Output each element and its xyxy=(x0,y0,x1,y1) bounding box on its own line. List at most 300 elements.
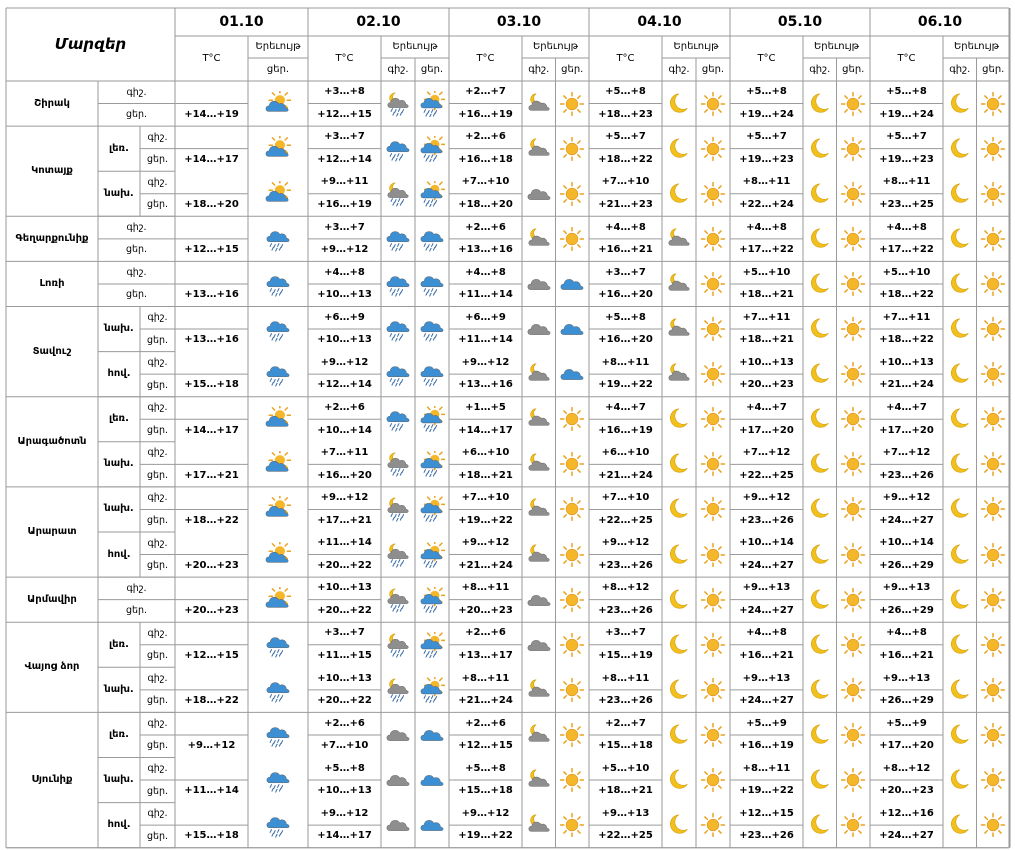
moon-icon xyxy=(947,542,973,568)
temp-range: +11…+14 xyxy=(458,334,513,346)
temp-range: +4…+8 xyxy=(886,221,927,233)
day-label: ցեր. xyxy=(146,785,169,797)
sun-icon xyxy=(700,136,726,162)
blue-cloud-icon xyxy=(559,316,585,342)
sun-icon xyxy=(700,677,726,703)
moon-icon xyxy=(947,767,973,793)
temp-range: +5…+10 xyxy=(882,266,931,278)
temp-range: +13…+16 xyxy=(184,289,239,301)
cloud-rain-icon xyxy=(385,136,411,162)
night-cloud-rain-icon xyxy=(385,496,411,522)
temp-range: +10…+13 xyxy=(317,785,372,797)
moon-icon xyxy=(947,496,973,522)
sun-icon xyxy=(980,271,1006,297)
temp-range: +18…+21 xyxy=(739,289,794,301)
temp-range xyxy=(175,622,248,645)
sun-cloud-rain-icon xyxy=(419,496,445,522)
temp-range: +2…+6 xyxy=(465,221,506,233)
temp-header: T°C xyxy=(335,52,354,64)
temp-range: +9…+13 xyxy=(882,582,931,594)
temp-range: +5…+8 xyxy=(886,86,927,98)
sun-icon xyxy=(980,361,1006,387)
cloud-icon xyxy=(526,587,552,613)
temp-range: +16…+20 xyxy=(598,334,653,346)
cloud-rain-icon xyxy=(419,316,445,342)
temp-range: +17…+21 xyxy=(317,514,372,526)
temp-range: +7…+10 xyxy=(461,492,510,504)
temp-range: +7…+12 xyxy=(882,447,931,459)
sun-icon xyxy=(700,181,726,207)
temp-range: +4…+7 xyxy=(746,401,787,413)
zone-label: նախ. xyxy=(104,683,134,695)
temp-range: +22…+24 xyxy=(739,199,794,211)
phenomena-header: Երեւույթ xyxy=(532,41,579,52)
moon-icon xyxy=(947,451,973,477)
temp-range: +21…+24 xyxy=(458,559,513,571)
blue-cloud-icon xyxy=(419,767,445,793)
temp-range xyxy=(175,397,248,420)
zone-label: լեռ. xyxy=(109,413,129,425)
temp-range: +5…+8 xyxy=(324,762,365,774)
temp-range: +7…+10 xyxy=(320,740,369,752)
temp-range: +17…+22 xyxy=(879,244,934,256)
sun-cloud-icon xyxy=(265,496,291,522)
moon-icon xyxy=(947,91,973,117)
temp-range: +7…+10 xyxy=(461,176,510,188)
temp-header: T°C xyxy=(202,52,221,64)
cloud-rain-icon xyxy=(265,226,291,252)
day-label: ցեր. xyxy=(125,605,148,617)
temp-range xyxy=(175,261,248,284)
temp-range: +19…+22 xyxy=(739,785,794,797)
temp-range: +7…+11 xyxy=(882,311,931,323)
sun-icon xyxy=(700,361,726,387)
cloud-rain-icon xyxy=(385,226,411,252)
temp-range xyxy=(175,81,248,104)
sun-cloud-rain-icon xyxy=(419,632,445,658)
night-label: գիշ. xyxy=(147,176,168,188)
temp-range: +24…+27 xyxy=(739,695,794,707)
sun-icon xyxy=(980,316,1006,342)
night-cloud-icon xyxy=(526,361,552,387)
temp-range: +19…+24 xyxy=(879,108,934,120)
sun-icon xyxy=(700,406,726,432)
sun-icon xyxy=(840,361,866,387)
moon-icon xyxy=(807,496,833,522)
region-name: Շիրակ xyxy=(34,97,70,109)
cloud-icon xyxy=(526,181,552,207)
night-label: գիշ. xyxy=(147,627,168,639)
night-cloud-rain-icon xyxy=(385,587,411,613)
zone-label: հով. xyxy=(107,368,131,380)
night-label: գիշ. xyxy=(147,537,168,549)
moon-icon xyxy=(666,767,692,793)
sun-icon xyxy=(840,91,866,117)
night-cloud-icon xyxy=(526,677,552,703)
region-name: Կոտայք xyxy=(31,165,73,177)
sun-icon xyxy=(700,812,726,838)
region-name: Արմավիր xyxy=(27,593,77,605)
temp-range: +19…+23 xyxy=(879,153,934,165)
moon-icon xyxy=(807,722,833,748)
temp-range: +17…+20 xyxy=(879,740,934,752)
temp-range: +7…+11 xyxy=(742,311,791,323)
cloud-rain-icon xyxy=(265,677,291,703)
temp-header: T°C xyxy=(757,52,776,64)
night-label: գիշ. xyxy=(147,672,168,684)
temp-range: +4…+8 xyxy=(465,266,506,278)
temp-range: +10…+13 xyxy=(739,356,794,368)
cloud-icon xyxy=(385,722,411,748)
night-cloud-icon xyxy=(526,451,552,477)
date-header: 03.10 xyxy=(496,14,542,30)
moon-icon xyxy=(807,451,833,477)
sun-icon xyxy=(840,677,866,703)
temp-range: +19…+24 xyxy=(739,108,794,120)
temp-range: +11…+14 xyxy=(317,537,372,549)
temp-range: +15…+18 xyxy=(598,740,653,752)
sun-icon xyxy=(559,136,585,162)
moon-icon xyxy=(947,271,973,297)
temp-range: +16…+19 xyxy=(317,199,372,211)
moon-icon xyxy=(666,542,692,568)
sun-cloud-rain-icon xyxy=(419,91,445,117)
sun-cloud-icon xyxy=(265,451,291,477)
moon-icon xyxy=(666,451,692,477)
blue-cloud-icon xyxy=(419,722,445,748)
temp-range: +20…+22 xyxy=(317,559,372,571)
temp-range: +5…+9 xyxy=(886,717,927,729)
moon-icon xyxy=(947,181,973,207)
temp-range: +9…+13 xyxy=(742,582,791,594)
sun-icon xyxy=(980,406,1006,432)
temp-range: +18…+23 xyxy=(598,108,653,120)
moon-icon xyxy=(947,587,973,613)
moon-icon xyxy=(807,632,833,658)
temp-range: +7…+11 xyxy=(320,447,369,459)
sun-icon xyxy=(840,451,866,477)
sun-icon xyxy=(980,451,1006,477)
blue-cloud-icon xyxy=(419,812,445,838)
temp-range: +14…+17 xyxy=(184,153,239,165)
cloud-rain-icon xyxy=(265,271,291,297)
sun-icon xyxy=(559,451,585,477)
phenomena-header: Երեւույթ xyxy=(255,41,301,52)
moon-icon xyxy=(666,181,692,207)
temp-range: +9…+12 xyxy=(320,356,369,368)
temp-range: +5…+9 xyxy=(746,717,787,729)
sun-icon xyxy=(559,812,585,838)
temp-range: +15…+18 xyxy=(184,379,239,391)
temp-range: +12…+15 xyxy=(317,108,372,120)
temp-range: +8…+11 xyxy=(601,672,650,684)
temp-range: +13…+17 xyxy=(458,650,513,662)
moon-icon xyxy=(666,496,692,522)
night-label: գիշ. xyxy=(147,131,168,143)
sun-icon xyxy=(840,271,866,297)
sun-icon xyxy=(700,587,726,613)
temp-range: +20…+23 xyxy=(184,604,239,616)
night-cloud-rain-icon xyxy=(385,181,411,207)
night-label: գիշ. xyxy=(126,266,147,278)
sun-icon xyxy=(840,316,866,342)
moon-icon xyxy=(947,812,973,838)
moon-icon xyxy=(807,361,833,387)
sun-icon xyxy=(559,767,585,793)
night-cloud-icon xyxy=(666,361,692,387)
cloud-rain-icon xyxy=(265,722,291,748)
sun-icon xyxy=(559,91,585,117)
temp-range: +16…+19 xyxy=(458,108,513,120)
temp-range: +17…+20 xyxy=(879,424,934,436)
temp-range: +20…+23 xyxy=(184,559,239,571)
temp-header: T°C xyxy=(616,52,635,64)
temp-range: +20…+23 xyxy=(879,785,934,797)
moon-icon xyxy=(947,136,973,162)
temp-range: +2…+6 xyxy=(465,717,506,729)
temp-range: +18…+22 xyxy=(879,334,934,346)
night-cloud-icon xyxy=(526,812,552,838)
temp-range: +10…+13 xyxy=(879,356,934,368)
day-label: ցեր. xyxy=(146,154,169,166)
temp-range: +20…+22 xyxy=(317,604,372,616)
temp-range: +5…+10 xyxy=(742,266,791,278)
cloud-rain-icon xyxy=(265,632,291,658)
sun-cloud-icon xyxy=(265,181,291,207)
temp-range xyxy=(175,577,248,600)
moon-icon xyxy=(807,316,833,342)
temp-range: +16…+19 xyxy=(739,740,794,752)
moon-icon xyxy=(947,677,973,703)
temp-range: +10…+13 xyxy=(317,289,372,301)
temp-range: +15…+18 xyxy=(458,785,513,797)
region-name: Գեղարքունիք xyxy=(15,232,89,244)
night-header: գիշ. xyxy=(668,63,690,75)
temp-range: +2…+7 xyxy=(605,717,646,729)
temp-range: +22…+25 xyxy=(598,514,653,526)
day-label: ցեր. xyxy=(146,199,169,211)
night-label: գիշ. xyxy=(147,492,168,504)
day-label: ցեր. xyxy=(125,244,148,256)
temp-range: +11…+14 xyxy=(184,785,239,797)
sun-cloud-icon xyxy=(265,587,291,613)
temp-range: +21…+24 xyxy=(598,469,653,481)
temp-range: +18…+20 xyxy=(184,199,239,211)
temp-range: +9…+12 xyxy=(461,537,510,549)
sun-icon xyxy=(840,632,866,658)
night-cloud-icon xyxy=(526,406,552,432)
cloud-rain-icon xyxy=(385,406,411,432)
temp-range: +5…+7 xyxy=(886,131,927,143)
date-header: 06.10 xyxy=(917,14,963,30)
moon-icon xyxy=(947,361,973,387)
date-header: 01.10 xyxy=(219,14,264,30)
sun-cloud-icon xyxy=(265,542,291,568)
temp-range: +4…+8 xyxy=(886,627,927,639)
sun-cloud-rain-icon xyxy=(419,677,445,703)
day-header: ցեր. xyxy=(982,63,1005,75)
temp-range: +13…+16 xyxy=(458,244,513,256)
temp-range: +7…+10 xyxy=(601,492,650,504)
temp-range: +16…+19 xyxy=(598,424,653,436)
moon-icon xyxy=(666,406,692,432)
date-header: 05.10 xyxy=(777,14,823,30)
temp-range: +5…+8 xyxy=(605,311,646,323)
temp-range: +8…+11 xyxy=(742,762,791,774)
sun-icon xyxy=(700,496,726,522)
day-label: ցեր. xyxy=(146,695,169,707)
night-cloud-icon xyxy=(666,271,692,297)
sun-icon xyxy=(559,181,585,207)
moon-icon xyxy=(947,722,973,748)
region-name: Տավուշ xyxy=(32,345,72,357)
sun-icon xyxy=(980,812,1006,838)
temp-range: +12…+15 xyxy=(458,740,513,752)
sun-cloud-icon xyxy=(265,406,291,432)
temp-range: +9…+12 xyxy=(461,356,510,368)
sun-cloud-rain-icon xyxy=(419,406,445,432)
sun-icon xyxy=(840,496,866,522)
sun-icon xyxy=(840,181,866,207)
night-header: գիշ. xyxy=(949,63,971,75)
moon-icon xyxy=(947,316,973,342)
temp-range xyxy=(175,126,248,149)
moon-icon xyxy=(807,542,833,568)
cloud-rain-icon xyxy=(265,316,291,342)
sun-icon xyxy=(980,181,1006,207)
temp-range: +5…+8 xyxy=(746,86,787,98)
moon-icon xyxy=(947,226,973,252)
temp-range: +2…+7 xyxy=(465,86,506,98)
temp-range: +20…+22 xyxy=(317,695,372,707)
temp-range: +24…+27 xyxy=(879,830,934,842)
sun-icon xyxy=(700,722,726,748)
cloud-rain-icon xyxy=(265,767,291,793)
cloud-rain-icon xyxy=(385,361,411,387)
day-label: ցեր. xyxy=(146,560,169,572)
temp-range: +17…+21 xyxy=(184,469,239,481)
temp-range: +24…+27 xyxy=(739,559,794,571)
sun-icon xyxy=(980,767,1006,793)
cloud-icon xyxy=(385,767,411,793)
temp-range xyxy=(175,712,248,735)
temp-range: +6…+10 xyxy=(461,447,510,459)
sun-icon xyxy=(840,767,866,793)
night-header: գիշ. xyxy=(528,63,550,75)
temp-range: +12…+15 xyxy=(184,244,239,256)
temp-range: +3…+7 xyxy=(605,266,646,278)
temp-range: +9…+12 xyxy=(882,492,931,504)
night-cloud-rain-icon xyxy=(385,451,411,477)
cloud-rain-icon xyxy=(419,271,445,297)
sun-icon xyxy=(700,271,726,297)
temp-range: +8…+12 xyxy=(882,762,931,774)
temp-range: +24…+27 xyxy=(879,514,934,526)
sun-icon xyxy=(840,406,866,432)
moon-icon xyxy=(807,677,833,703)
sun-icon xyxy=(840,226,866,252)
day-label: ցեր. xyxy=(146,334,169,346)
moon-icon xyxy=(807,271,833,297)
temp-range: +23…+26 xyxy=(598,604,653,616)
temp-range: +5…+8 xyxy=(605,86,646,98)
phenomena-header: Երեւույթ xyxy=(392,41,438,52)
temp-range: +3…+7 xyxy=(324,221,365,233)
zone-label: լեռ. xyxy=(109,638,129,650)
night-label: գիշ. xyxy=(147,808,168,820)
temp-range: +5…+7 xyxy=(746,131,787,143)
temp-range: +13…+16 xyxy=(184,334,239,346)
temp-range: +16…+20 xyxy=(598,289,653,301)
sun-icon xyxy=(840,812,866,838)
sun-icon xyxy=(840,722,866,748)
temp-range: +9…+12 xyxy=(320,244,369,256)
night-cloud-icon xyxy=(526,136,552,162)
zone-label: նախ. xyxy=(104,774,134,786)
phenomena-header: Երեւույթ xyxy=(953,41,1000,52)
temp-range: +8…+11 xyxy=(882,176,931,188)
moon-icon xyxy=(807,91,833,117)
temp-range: +10…+13 xyxy=(317,582,372,594)
moon-icon xyxy=(666,587,692,613)
night-cloud-rain-icon xyxy=(385,677,411,703)
sun-icon xyxy=(700,226,726,252)
night-label: գիշ. xyxy=(126,86,147,98)
night-cloud-rain-icon xyxy=(385,632,411,658)
sun-icon xyxy=(840,136,866,162)
temp-range: +12…+14 xyxy=(317,153,372,165)
moon-icon xyxy=(666,722,692,748)
sun-icon xyxy=(559,677,585,703)
sun-icon xyxy=(559,542,585,568)
zone-label: լեռ. xyxy=(109,142,129,154)
temp-range: +16…+21 xyxy=(879,650,934,662)
temp-range: +11…+15 xyxy=(317,650,372,662)
zone-label: նախ. xyxy=(104,323,134,335)
temp-range: +14…+17 xyxy=(184,424,239,436)
temp-range: +3…+7 xyxy=(605,627,646,639)
temp-range: +18…+21 xyxy=(598,785,653,797)
day-label: ցեր. xyxy=(146,830,169,842)
temp-range: +9…+12 xyxy=(187,740,236,752)
phenomena-header: Երեւույթ xyxy=(673,41,719,52)
night-header: գիշ. xyxy=(809,63,831,75)
temp-range xyxy=(175,307,248,330)
sun-icon xyxy=(559,587,585,613)
temp-range: +16…+18 xyxy=(458,153,513,165)
temp-range: +23…+26 xyxy=(879,469,934,481)
moon-icon xyxy=(666,632,692,658)
region-name: Արարատ xyxy=(27,525,77,537)
moon-icon xyxy=(807,406,833,432)
temp-range: +7…+10 xyxy=(601,176,650,188)
temp-range: +22…+25 xyxy=(739,469,794,481)
temp-range xyxy=(175,758,248,781)
temp-range: +4…+8 xyxy=(324,266,365,278)
sun-icon xyxy=(559,406,585,432)
temp-range: +18…+22 xyxy=(879,289,934,301)
day-label: ցեր. xyxy=(146,469,169,481)
temp-range: +3…+8 xyxy=(324,86,365,98)
temp-range: +26…+29 xyxy=(879,695,934,707)
moon-icon xyxy=(666,812,692,838)
sun-icon xyxy=(559,496,585,522)
temp-range: +12…+15 xyxy=(184,650,239,662)
temp-range: +21…+24 xyxy=(458,695,513,707)
temp-range: +19…+23 xyxy=(739,153,794,165)
temp-range: +8…+11 xyxy=(461,672,510,684)
sun-icon xyxy=(559,226,585,252)
